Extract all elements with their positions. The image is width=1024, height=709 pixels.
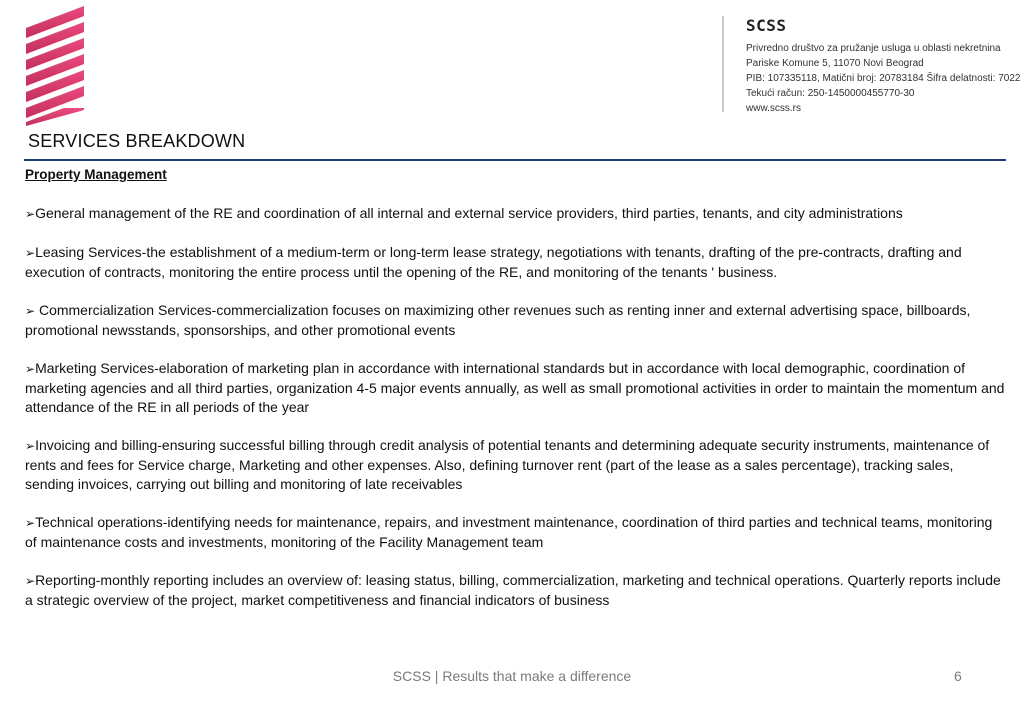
footer-tagline: SCSS | Results that make a difference — [392, 668, 632, 684]
page-number: 6 — [954, 668, 962, 684]
company-bank-account: Tekući račun: 250-1450000455770-30 — [746, 88, 915, 99]
services-list — [25, 204, 1005, 629]
arrow-bullet-icon: ➢ — [25, 362, 36, 376]
list-item-text: Leasing Services-the establishment of a medium-term or long-term lease strategy, negotiations with tenants, drafting of the pre-contracts, drafting and execution of contracts, monitoring the entire process until the opening of the RE, and monitoring of the tenants ' business. — [25, 244, 962, 280]
arrow-bullet-icon: ➢ — [25, 439, 36, 453]
list-item — [25, 571, 1005, 610]
company-name: SCSS — [746, 16, 787, 35]
company-info — [722, 16, 1020, 112]
list-item-text: Reporting-monthly reporting includes an overview of: leasing status, billing, commercialization, marketing and technical operations. Quarterly reports include a strategic overview of the project, market competitiveness and financial indicators of business — [25, 572, 1001, 608]
list-item — [25, 513, 1005, 552]
company-website: www.scss.rs — [746, 103, 801, 114]
section-heading: Property Management — [25, 167, 167, 182]
list-item-text: Invoicing and billing-ensuring successful billing through credit analysis of potential tenants and determining adequate security instruments, maintenance of rents and fees for Service charge, Marketing and other expenses. Also, defining turnover rent (part of the lease as a sales percentage), tracking sales, sending invoices, carrying out billing and monitoring of late receivables — [25, 437, 990, 492]
arrow-bullet-icon: ➢ — [25, 304, 36, 318]
company-ids: PIB: 107335118, Matični broj: 20783184 Šifra delatnosti: 7022 — [746, 73, 1021, 84]
list-item — [25, 243, 1005, 282]
list-item — [25, 204, 1005, 224]
list-item — [25, 436, 1005, 494]
company-legal-description: Privredno društvo za pružanje usluga u oblasti nekretnina — [746, 43, 1001, 54]
company-details — [746, 41, 1020, 116]
company-address: Pariske Komune 5, 11070 Novi Beograd — [746, 58, 924, 69]
title-divider — [24, 159, 1006, 161]
list-item — [25, 359, 1005, 417]
arrow-bullet-icon: ➢ — [25, 516, 36, 530]
arrow-bullet-icon: ➢ — [25, 574, 36, 588]
company-logo — [24, 6, 88, 126]
list-item-text: General management of the RE and coordination of all internal and external service providers, third parties, tenants, and city administrations — [35, 205, 903, 221]
list-item-text: Technical operations-identifying needs for maintenance, repairs, and investment maintenance, coordination of third parties and technical teams, monitoring of maintenance costs and investments, monitoring of the Facility Management team — [25, 514, 993, 550]
list-item — [25, 301, 1005, 340]
logo-graphic — [24, 6, 88, 126]
arrow-bullet-icon: ➢ — [25, 246, 36, 260]
list-item-text: Marketing Services-elaboration of marketing plan in accordance with international standards but in accordance with local demographic, coordination of marketing agencies and all third parties, organization 4-5 major events annually, as well as small promotional activities in order to maintain the momentum and attendance of the RE in all periods of the year — [25, 360, 1005, 415]
page-title: SERVICES BREAKDOWN — [28, 131, 246, 151]
list-item-text: Commercialization Services-commercialization focuses on maximizing other revenues such as renting inner and external advertising space, billboards, promotional newsstands, sponsorships, and other promotional events — [25, 302, 971, 338]
arrow-bullet-icon: ➢ — [25, 207, 36, 221]
